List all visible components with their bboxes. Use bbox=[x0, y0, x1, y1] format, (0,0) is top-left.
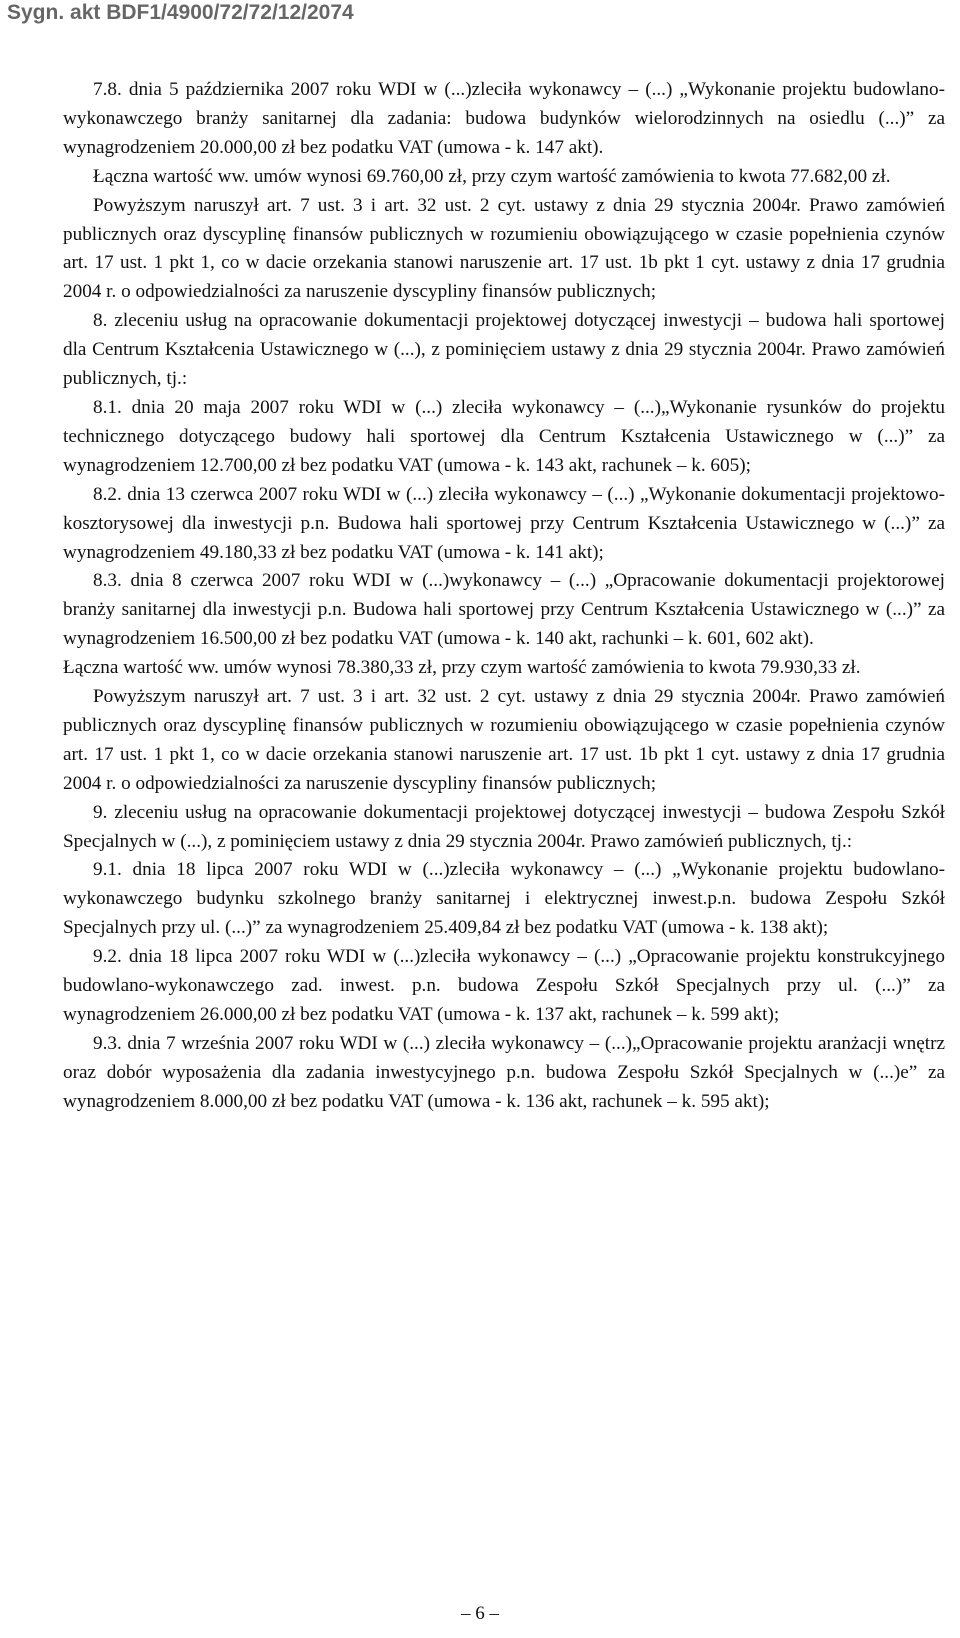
paragraph-8-3: 8.3. dnia 8 czerwca 2007 roku WDI w (...)wykonawcy – (...) „Opracowanie dokumentacji projektorowej branży sanitarnej dla inwestycji p.n. Budowa hali sportowej przy Centrum Kształcenia Ustawicznego w (...)” za wynagrodzeniem 16.500,00 zł bez podatku VAT (umowa - k. 140 akt, rachunki – k. 601, 602 akt). bbox=[63, 570, 945, 650]
page-number: – 6 – bbox=[461, 1603, 499, 1624]
paragraph-9-2: 9.2. dnia 18 lipca 2007 roku WDI w (...)zleciła wykonawcy – (...) „Opracowanie projektu konstrukcyjnego budowlano-wykonawczego zad. inwest. p.n. budowa Zespołu Szkół Specjalnych przy ul. (...)” za wynagrodzeniem 26.000,00 zł bez podatku VAT (umowa - k. 137 akt, rachunek – k. 599 akt); bbox=[63, 946, 945, 1025]
paragraph-7-8: 7.8. dnia 5 października 2007 roku WDI w (...)zleciła wykonawcy – (...) „Wykonanie projektu budowlano-wykonawczego branży sanitarnej dla zadania: budowa budynków wielorodzinnych na osiedlu (...)” za wynagrodzeniem 20.000,00 zł bez podatku VAT (umowa - k. 147 akt). bbox=[63, 79, 945, 158]
paragraph-violation-2: Powyższym naruszył art. 7 ust. 3 i art. 32 ust. 2 cyt. ustawy z dnia 29 stycznia 2004r. Prawo zamówień publicznych oraz dyscyplinę finansów publicznych w rozumieniu obowiązującego w czasie popełnienia czynów art. 17 ust. 1 pkt 1, co w dacie orzekania stanowi naruszenie art. 17 ust. 1b pkt 1 cyt. ustawy z dnia 17 grudnia 2004 r. o odpowiedzialności za naruszenie dyscypliny finansów publicznych; bbox=[63, 686, 945, 794]
case-signature-header: Sygn. akt BDF1/4900/72/72/12/2074 bbox=[7, 1, 354, 24]
paragraph-total-value-1: Łączna wartość ww. umów wynosi 69.760,00 zł, przy czym wartość zamówienia to kwota 77.682,00 zł. bbox=[93, 165, 891, 187]
paragraph-violation-1: Powyższym naruszył art. 7 ust. 3 i art. 32 ust. 2 cyt. ustawy z dnia 29 stycznia 2004r. Prawo zamówień publicznych oraz dyscyplinę finansów publicznych w rozumieniu obowiązującego w czasie popełnienia czynów art. 17 ust. 1 pkt 1, co w dacie orzekania stanowi naruszenie art. 17 ust. 1b pkt 1 cyt. ustawy z dnia 17 grudnia 2004 r. o odpowiedzialności za naruszenie dyscypliny finansów publicznych; bbox=[63, 194, 945, 303]
paragraph-9: 9. zleceniu usług na opracowanie dokumentacji projektowej dotyczącej inwestycji – budowa Zespołu Szkół Specjalnych w (...), z pominięciem ustawy z dnia 29 stycznia 2004r. Prawo zamówień publicznych, tj.: bbox=[63, 801, 945, 852]
document-body bbox=[63, 76, 945, 1117]
paragraph-8: 8. zleceniu usług na opracowanie dokumentacji projektowej dotyczącej inwestycji – budowa hali sportowej dla Centrum Kształcenia Ustawicznego w (...), z pominięciem ustawy z dnia 29 stycznia 2004r. Prawo zamówień publicznych, tj.: bbox=[63, 310, 945, 390]
paragraph-9-3: 9.3. dnia 7 września 2007 roku WDI w (...) zleciła wykonawcy – (...)„Opracowanie projektu aranżacji wnętrz oraz dobór wyposażenia dla zadania inwestycyjnego p.n. budowa Zespołu Szkół Specjalnych w (...)e” za wynagrodzeniem 8.000,00 zł bez podatku VAT (umowa - k. 136 akt, rachunek – k. 595 akt); bbox=[63, 1032, 945, 1112]
paragraph-8-1: 8.1. dnia 20 maja 2007 roku WDI w (...) zleciła wykonawcy – (...)„Wykonanie rysunków do projektu technicznego dotyczącego budowy hali sportowej dla Centrum Kształcenia Ustawicznego w (...)” za wynagrodzeniem 12.700,00 zł bez podatku VAT (umowa - k. 143 akt, rachunek – k. 605); bbox=[63, 396, 945, 476]
paragraph-total-value-2: Łączna wartość ww. umów wynosi 78.380,33 zł, przy czym wartość zamówienia to kwota 79.930,33 zł. bbox=[63, 657, 861, 679]
paragraph-8-2: 8.2. dnia 13 czerwca 2007 roku WDI w (...) zleciła wykonawcy – (...) „Wykonanie dokumentacji projektowo-kosztorysowej dla inwestycji p.n. Budowa hali sportowej przy Centrum Kształcenia Ustawicznego w (...)” za wynagrodzeniem 49.180,33 zł bez podatku VAT (umowa - k. 141 akt); bbox=[63, 483, 945, 563]
paragraph-9-1: 9.1. dnia 18 lipca 2007 roku WDI w (...)zleciła wykonawcy – (...) „Wykonanie projektu budowlano-wykonawczego budynku szkolnego branży sanitarnej i elektrycznej inwest.p.n. budowa Zespołu Szkół Specjalnych przy ul. (...)” za wynagrodzeniem 25.409,84 zł bez podatku VAT (umowa - k. 138 akt); bbox=[63, 859, 945, 939]
